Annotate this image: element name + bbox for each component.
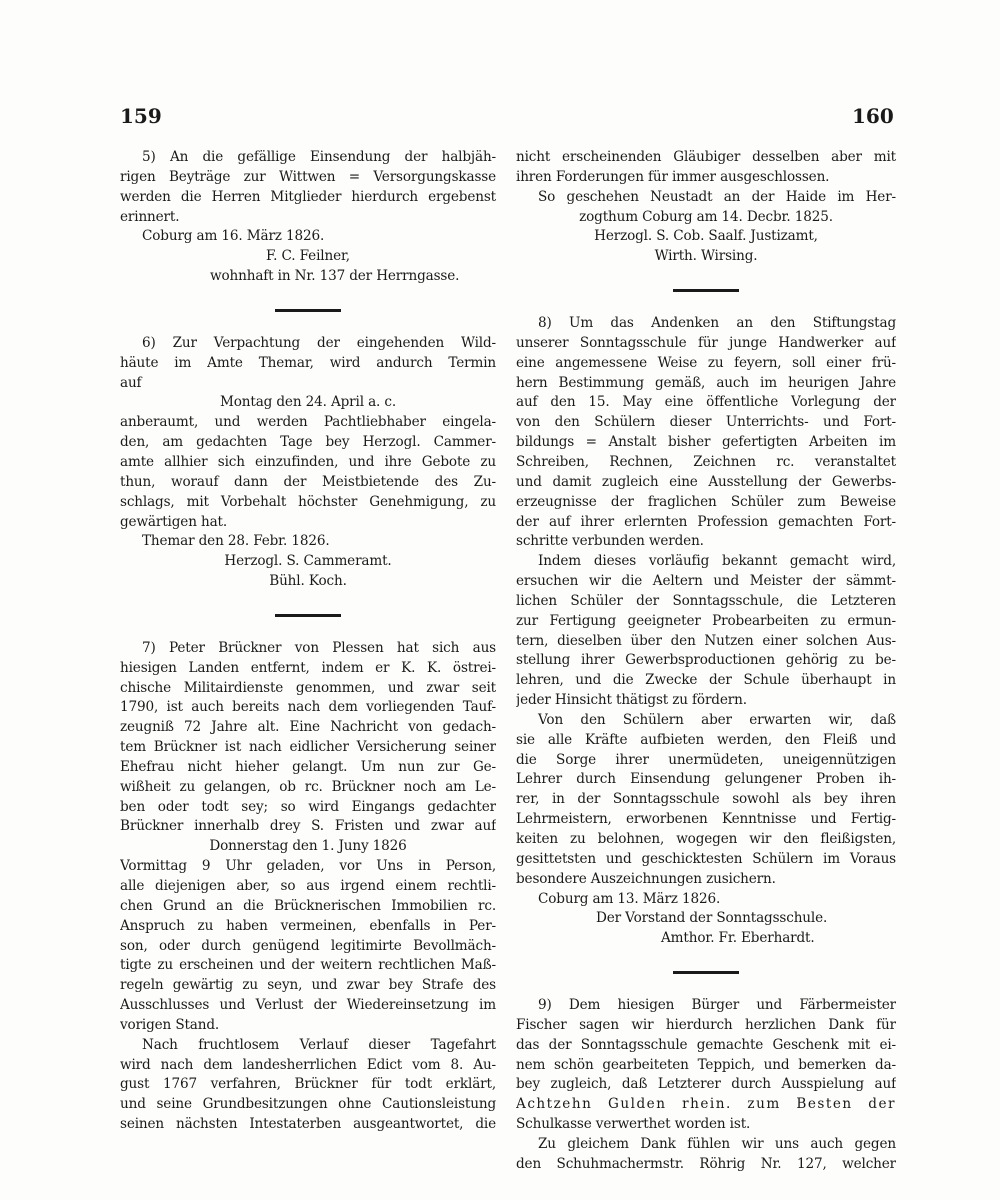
section-divider: [673, 289, 739, 292]
signature-address: wohnhaft in Nr. 137 der Herrngasse.: [210, 268, 460, 285]
signature: Herzogl. S. Cob. Saalf. Justizamt,: [594, 228, 818, 245]
text-line: vorigen Stand.: [120, 1016, 220, 1033]
text-line: 9) Dem hiesigen Bürger und Färbermeister: [538, 997, 896, 1014]
text-line: das der Sonntagsschule gemachte Geschenk mit ei-: [516, 1036, 896, 1053]
text-line: Schulkasse verwerthet worden ist.: [516, 1116, 751, 1133]
text-line: jeder Hinsicht thätigst zu fördern.: [516, 692, 747, 709]
text-line: unserer Sonntagsschule für junge Handwerker auf: [516, 334, 896, 351]
text-line: ben oder todt sey; so wird Eingangs gedachter: [120, 798, 496, 815]
section-divider: [275, 309, 341, 312]
text-line: gust 1767 verfahren, Brückner für todt erklärt,: [120, 1076, 496, 1093]
text-line: schritte verbunden werden.: [516, 533, 704, 550]
page-number-left: 159: [120, 104, 162, 128]
text-line: 8) Um das Andenken an den Stiftungstag: [538, 315, 896, 332]
text-line: lehren, und die Zwecke der Schule überhaupt in: [516, 672, 896, 689]
text-line: tern, dieselben über den Nutzen einer solchen Aus-: [516, 632, 896, 649]
text-line: amte allhier sich einzufinden, und ihre Gebote zu: [120, 453, 496, 470]
text-line: auf: [120, 374, 142, 391]
text-line: Fischer sagen wir hierdurch herzlichen Dank für: [516, 1016, 896, 1033]
text-line: rer, in der Sonntagsschule sowohl als bey ihren: [516, 791, 896, 808]
text-line: chische Militairdienste genommen, und zwar seit: [120, 679, 496, 696]
notice-6-continued: [516, 148, 896, 267]
text-line: und seine Grundbesitzungen ohne Cautionsleistung: [120, 1096, 496, 1113]
signature: F. C. Feilner,: [266, 248, 350, 265]
text-line: wird nach dem landesherrlichen Edict vom 8. Au-: [120, 1056, 496, 1073]
text-line: Schreiben, Rechnen, Zeichnen rc. veranstaltet: [516, 453, 896, 470]
notice-9: [516, 996, 896, 1175]
text-line: Von den Schülern aber erwarten wir, daß: [538, 711, 896, 728]
text-line: chen Grund an die Brücknerischen Immobilien rc.: [120, 897, 496, 914]
text-line: nem schön gearbeiteten Teppich, und bemerken da-: [516, 1056, 896, 1073]
notice-5: [120, 148, 496, 287]
text-line: zeugniß 72 Jahre alt. Eine Nachricht von gedach-: [120, 719, 496, 736]
text-line: den, am gedachten Tage bey Herzogl. Cammer-: [120, 434, 496, 451]
text-line: Anspruch zu haben vermeinen, ebenfalls in Per-: [120, 917, 496, 934]
text-line: häute im Amte Themar, wird andurch Termin: [120, 354, 496, 371]
text-line: Zu gleichem Dank fühlen wir uns auch gegen: [538, 1135, 896, 1152]
text-line: lichen Schüler der Sonntagsschule, die Letzteren: [516, 592, 896, 609]
signature-names: Bühl. Koch.: [269, 573, 347, 590]
text-line: tem Brückner ist nach eidlicher Versicherung seiner: [120, 739, 496, 756]
text-line: Nach fruchtlosem Verlauf dieser Tagefahrt: [142, 1036, 496, 1053]
right-column: [516, 148, 896, 1175]
text-line: tigte zu erscheinen und der weitern rechtlichen Maß-: [120, 957, 496, 974]
text-line: seinen nächsten Intestaterben ausgeantwortet, die: [120, 1116, 496, 1133]
signature: Herzogl. S. Cammeramt.: [224, 553, 392, 570]
signature-names: Amthor. Fr. Eberhardt.: [661, 930, 815, 947]
text-line: 5) An die gefällige Einsendung der halbjäh-: [142, 149, 496, 165]
text-line: Brückner innerhalb drey S. Fristen und zwar auf: [120, 818, 496, 835]
text-line: eine angemessene Weise zu feyern, soll einer frü-: [516, 354, 896, 371]
text-line: stellung ihrer Gewerbsproductionen gehörig zu be-: [516, 652, 896, 669]
text-line: gewärtigen hat.: [120, 513, 228, 530]
text-line: werden die Herren Mitglieder hierdurch ergebenst: [120, 188, 496, 205]
text-line: Vormittag 9 Uhr geladen, vor Uns in Person,: [120, 858, 496, 875]
dateline: Coburg am 16. März 1826.: [142, 228, 325, 245]
text-line: Ausschlusses und Verlust der Wiedereinsetzung im: [120, 997, 496, 1014]
text-line: schlags, mit Vorbehalt höchster Genehmigung, zu: [120, 493, 496, 510]
text-line: thun, worauf dann der Meistbietende des Zu-: [120, 473, 496, 490]
text-line: der auf ihrer erlernten Profession gemachten Fort-: [516, 513, 896, 530]
text-line: nicht erscheinenden Gläubiger desselben aber mit: [516, 149, 896, 165]
text-line: alle diejenigen aber, so aus irgend einem rechtli-: [120, 878, 496, 894]
text-line: son, oder durch genügend legitimirte Bevollmäch-: [120, 937, 496, 954]
text-line: auf den 15. May eine öffentliche Vorlegung der: [516, 394, 896, 411]
text-line: von den Schülern dieser Unterrichts- und Fort-: [516, 414, 896, 431]
page-number-right: 160: [852, 104, 894, 128]
text-line: 6) Zur Verpachtung der eingehenden Wild-: [142, 334, 496, 351]
dateline: zogthum Coburg am 14. Decbr. 1825.: [579, 208, 833, 225]
text-line: hiesigen Landen entfernt, indem er K. K. östrei-: [120, 659, 496, 676]
text-line: Ehefrau nicht hieher gelangt. Um nun zur Ge-: [120, 758, 496, 775]
dateline: Themar den 28. Febr. 1826.: [142, 533, 330, 550]
dateline: Coburg am 13. März 1826.: [538, 890, 721, 907]
text-line: sie alle Kräfte aufbieten werden, den Fleiß und: [516, 731, 896, 748]
date-line: Montag den 24. April a. c.: [219, 394, 397, 411]
text-line: zur Fertigung geeigneter Probearbeiten zu ermun-: [516, 612, 896, 629]
text-line: 1790, ist auch bereits nach dem vorliegenden Tauf-: [120, 699, 496, 716]
notice-8: [516, 314, 896, 949]
signature: Der Vorstand der Sonntagsschule.: [596, 910, 828, 927]
text-line: bildungs = Anstalt bisher gefertigten Arbeiten im: [516, 434, 896, 451]
text-line: Indem dieses vorläufig bekannt gemacht wird,: [538, 553, 896, 570]
text-line: ihren Forderungen für immer ausgeschlossen.: [516, 168, 830, 185]
notice-6: [120, 334, 496, 592]
text-line: Lehrer durch Einsendung gelungener Proben ih-: [516, 771, 896, 788]
text-line: So geschehen Neustadt an der Haide im Her-: [538, 188, 896, 205]
text-line: die Sorge ihrer unermüdeten, uneigennützigen: [516, 751, 896, 768]
text-line: ersuchen wir die Aeltern und Meister der sämmt-: [516, 573, 896, 590]
text-line: 7) Peter Brückner von Plessen hat sich aus: [142, 639, 496, 656]
text-line: erinnert.: [120, 208, 180, 225]
left-column: [120, 148, 496, 1135]
signature-names: Wirth. Wirsing.: [654, 248, 758, 265]
text-line: wißheit zu gelangen, ob rc. Brückner noch am Le-: [120, 778, 496, 795]
notice-7: [120, 639, 496, 1135]
text-line: hern Bestimmung gemäß, auch im heurigen Jahre: [516, 374, 896, 391]
text-line: keiten zu belohnen, wogegen wir den fleißigsten,: [516, 831, 896, 847]
text-line: und damit zugleich eine Ausstellung der Gewerbs-: [516, 473, 896, 490]
date-line: Donnerstag den 1. Juny 1826: [209, 838, 407, 855]
text-line: besondere Auszeichnungen zusichern.: [516, 870, 776, 887]
text-line: Lehrmeistern, erworbenen Kenntnisse und Fertig-: [516, 811, 896, 828]
text-line: erzeugnisse der fraglichen Schüler zum Beweise: [516, 493, 896, 510]
section-divider: [275, 614, 341, 617]
text-line: regeln gewärtig zu seyn, und zwar bey Strafe des: [120, 977, 496, 994]
text-line: Achtzehn Gulden rhein. zum Besten der: [516, 1096, 896, 1113]
text-line: den Schuhmachermstr. Röhrig Nr. 127, welcher: [516, 1155, 896, 1172]
text-line: bey zugleich, daß Letzterer durch Ausspielung auf: [516, 1076, 896, 1093]
text-line: gesittetsten und geschicktesten Schülern im Voraus: [516, 850, 896, 867]
text-line: rigen Beyträge zur Wittwen = Versorgungskasse: [120, 168, 496, 185]
section-divider: [673, 971, 739, 974]
text-line: anberaumt, und werden Pachtliebhaber eingela-: [120, 414, 496, 431]
